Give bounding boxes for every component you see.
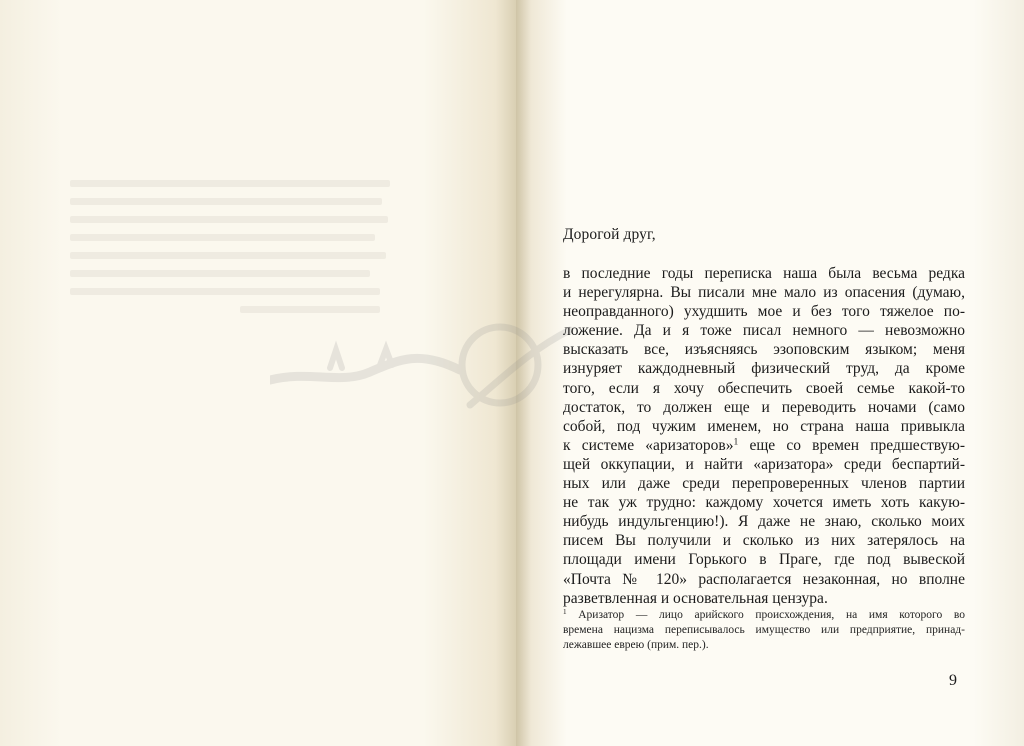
footnote-line [563, 608, 965, 623]
body-line: ложение. Да и я тоже писал немного — невозможно [563, 322, 965, 340]
letter-text [563, 226, 965, 608]
body-line: площади имени Горького в Праге, где под вывеской [563, 551, 965, 569]
body-line: щей оккупации, и найти «аризатора» среди беспартий- [563, 455, 965, 473]
body-line: «Почта № 120» располагается незаконная, но вполне [563, 570, 965, 588]
footnote-ref: 1 [733, 436, 739, 448]
body-line: ных или даже среди перепроверенных членов партии [563, 475, 965, 493]
body-line: в последние годы переписка наша была весьма редка [563, 265, 965, 282]
body-line: достаток, то должен еще и переводить ночами (само [563, 398, 965, 416]
body-line: нибудь индульгенцию!). Я даже не знаю, сколько моих [563, 513, 965, 531]
body-line: не так уж трудно: каждому хочется иметь хоть какую- [563, 494, 965, 512]
body-line: высказать все, изъясняясь эзоповским языком; меня [563, 341, 965, 359]
body-line: и нерегулярна. Вы писали мне мало из опасения (думаю, [563, 284, 965, 302]
body-line: собой, под чужим именем, но страна наша привыкла [563, 417, 965, 435]
footnote-line-text: Аризатор — лицо арийского происхождения, на имя которого во [566, 609, 965, 621]
body-line: неоправданного) ухудшить мое и без того тяжелое по- [563, 303, 965, 321]
body-line: разветвленная и основательная цензура. [563, 589, 828, 607]
footnote [563, 608, 965, 652]
body-line-with-footnote-ref [563, 436, 965, 455]
body-line: изнуряет каждодневный физический труд, да кроме [563, 360, 965, 378]
page-number: 9 [949, 672, 957, 689]
letter-body [563, 264, 965, 608]
footnote-line: времена нацизма переписывалось имущество или предприятие, принад- [563, 623, 965, 636]
body-line: писем Вы получили и сколько из них затерялось на [563, 532, 965, 550]
body-line: того, если я хочу обеспечить своей семье какой-то [563, 379, 965, 397]
library-watermark-icon [270, 310, 610, 430]
footnote-line: лежавшее еврею (прим. пер.). [563, 638, 709, 651]
salutation: Дорогой друг, [563, 226, 656, 243]
footnote-marker: 1 [563, 608, 567, 617]
body-line-tail: еще со времен предшествую- [738, 436, 966, 454]
body-line-head: к системе «аризаторов» [563, 436, 734, 454]
